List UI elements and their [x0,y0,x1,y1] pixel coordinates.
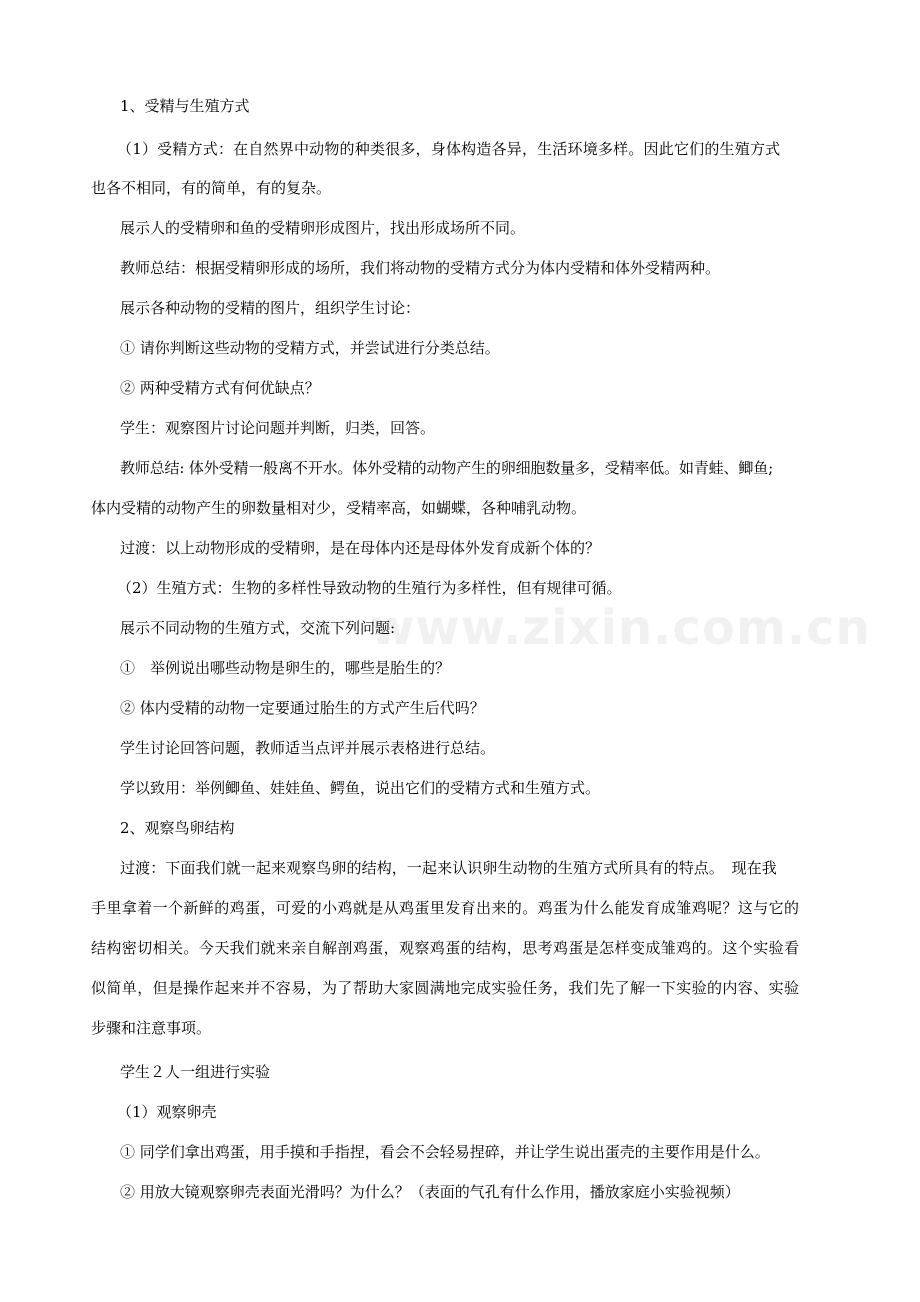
paragraph-line: 也各不相同，有的简单，有的复杂。 [91,179,332,197]
heading-observe-bird-egg: 2、观察鸟卵结构 [120,819,235,837]
paragraph-line: 学生：观察图片讨论问题并判断，归类，回答。 [120,419,436,437]
paragraph-line: 教师总结: 体外受精一般离不开水。体外受精的动物产生的卵细胞数量多，受精率低。如青蛙、鲫鱼; [120,459,773,477]
watermark: www.zixin.com.cn [370,600,871,656]
list-item: ② 两种受精方式有何优缺点？ [120,379,320,397]
paragraph-line: 学生讨论回答问题，教师适当点评并展示表格进行总结。 [120,739,496,757]
paragraph-line: 教师总结：根据受精卵形成的场所，我们将动物的受精方式分为体内受精和体外受精两种。 [120,259,721,277]
paragraph-line: 展示各种动物的受精的图片，组织学生讨论： [120,299,421,317]
paragraph-line: 过渡：下面我们就一起来观察鸟卵的结构，一起来认识卵生动物的生殖方式所具有的特点。 现在我 [120,859,777,877]
paragraph-line: 过渡：以上动物形成的受精卵，是在母体内还是母体外发育成新个体的？ [120,539,601,557]
list-item: ② 体内受精的动物一定要通过胎生的方式产生后代吗？ [120,699,485,717]
paragraph-line: 手里拿着一个新鲜的鸡蛋，可爱的小鸡就是从鸡蛋里发育出来的。鸡蛋为什么能发育成雏鸡呢？这与它的 [91,899,800,917]
paragraph-line: 展示人的受精卵和鱼的受精卵形成图片，找出形成场所不同。 [120,219,526,237]
list-item: ① 请你判断这些动物的受精方式，并尝试进行分类总结。 [120,339,500,357]
paragraph-line: 学以致用：举例鲫鱼、娃娃鱼、鳄鱼，说出它们的受精方式和生殖方式。 [120,779,601,797]
paragraph-line: 展示不同动物的生殖方式，交流下列问题: [120,619,396,637]
list-item: ② 用放大镜观察卵壳表面光滑吗？为什么？（表面的气孔有什么作用，播放家庭小实验视频） [120,1183,740,1201]
paragraph-fertilization-method: （1）受精方式：在自然界中动物的种类很多，身体构造各异，生活环境多样。因此它们的生殖方式 [117,140,781,158]
heading-fertilization-reproduction: 1、受精与生殖方式 [120,97,250,115]
paragraph-line: 体内受精的动物产生的卵数量相对少，受精率高，如蝴蝶，各种哺乳动物。 [91,499,587,517]
list-item: ① 同学们拿出鸡蛋，用手摸和手指捏，看会不会轻易捏碎，并让学生说出蛋壳的主要作用是什么。 [120,1143,770,1161]
paragraph-line: 步骤和注意事项。 [91,1019,212,1037]
paragraph-reproduction-method: （2）生殖方式：生物的多样性导致动物的生殖行为多样性，但有规律可循。 [117,579,622,597]
paragraph-line: 结构密切相关。今天我们就来亲自解剖鸡蛋，观察鸡蛋的结构，思考鸡蛋是怎样变成雏鸡的。这个实验看 [91,939,800,957]
subheading-observe-eggshell: （1）观察卵壳 [117,1103,217,1121]
paragraph-line: 似简单，但是操作起来并不容易，为了帮助大家圆满地完成实验任务，我们先了解一下实验的内容、实验 [91,979,800,997]
list-item: ① 举例说出哪些动物是卵生的，哪些是胎生的？ [120,659,451,677]
paragraph-line: 学生２人一组进行实验 [120,1063,271,1081]
